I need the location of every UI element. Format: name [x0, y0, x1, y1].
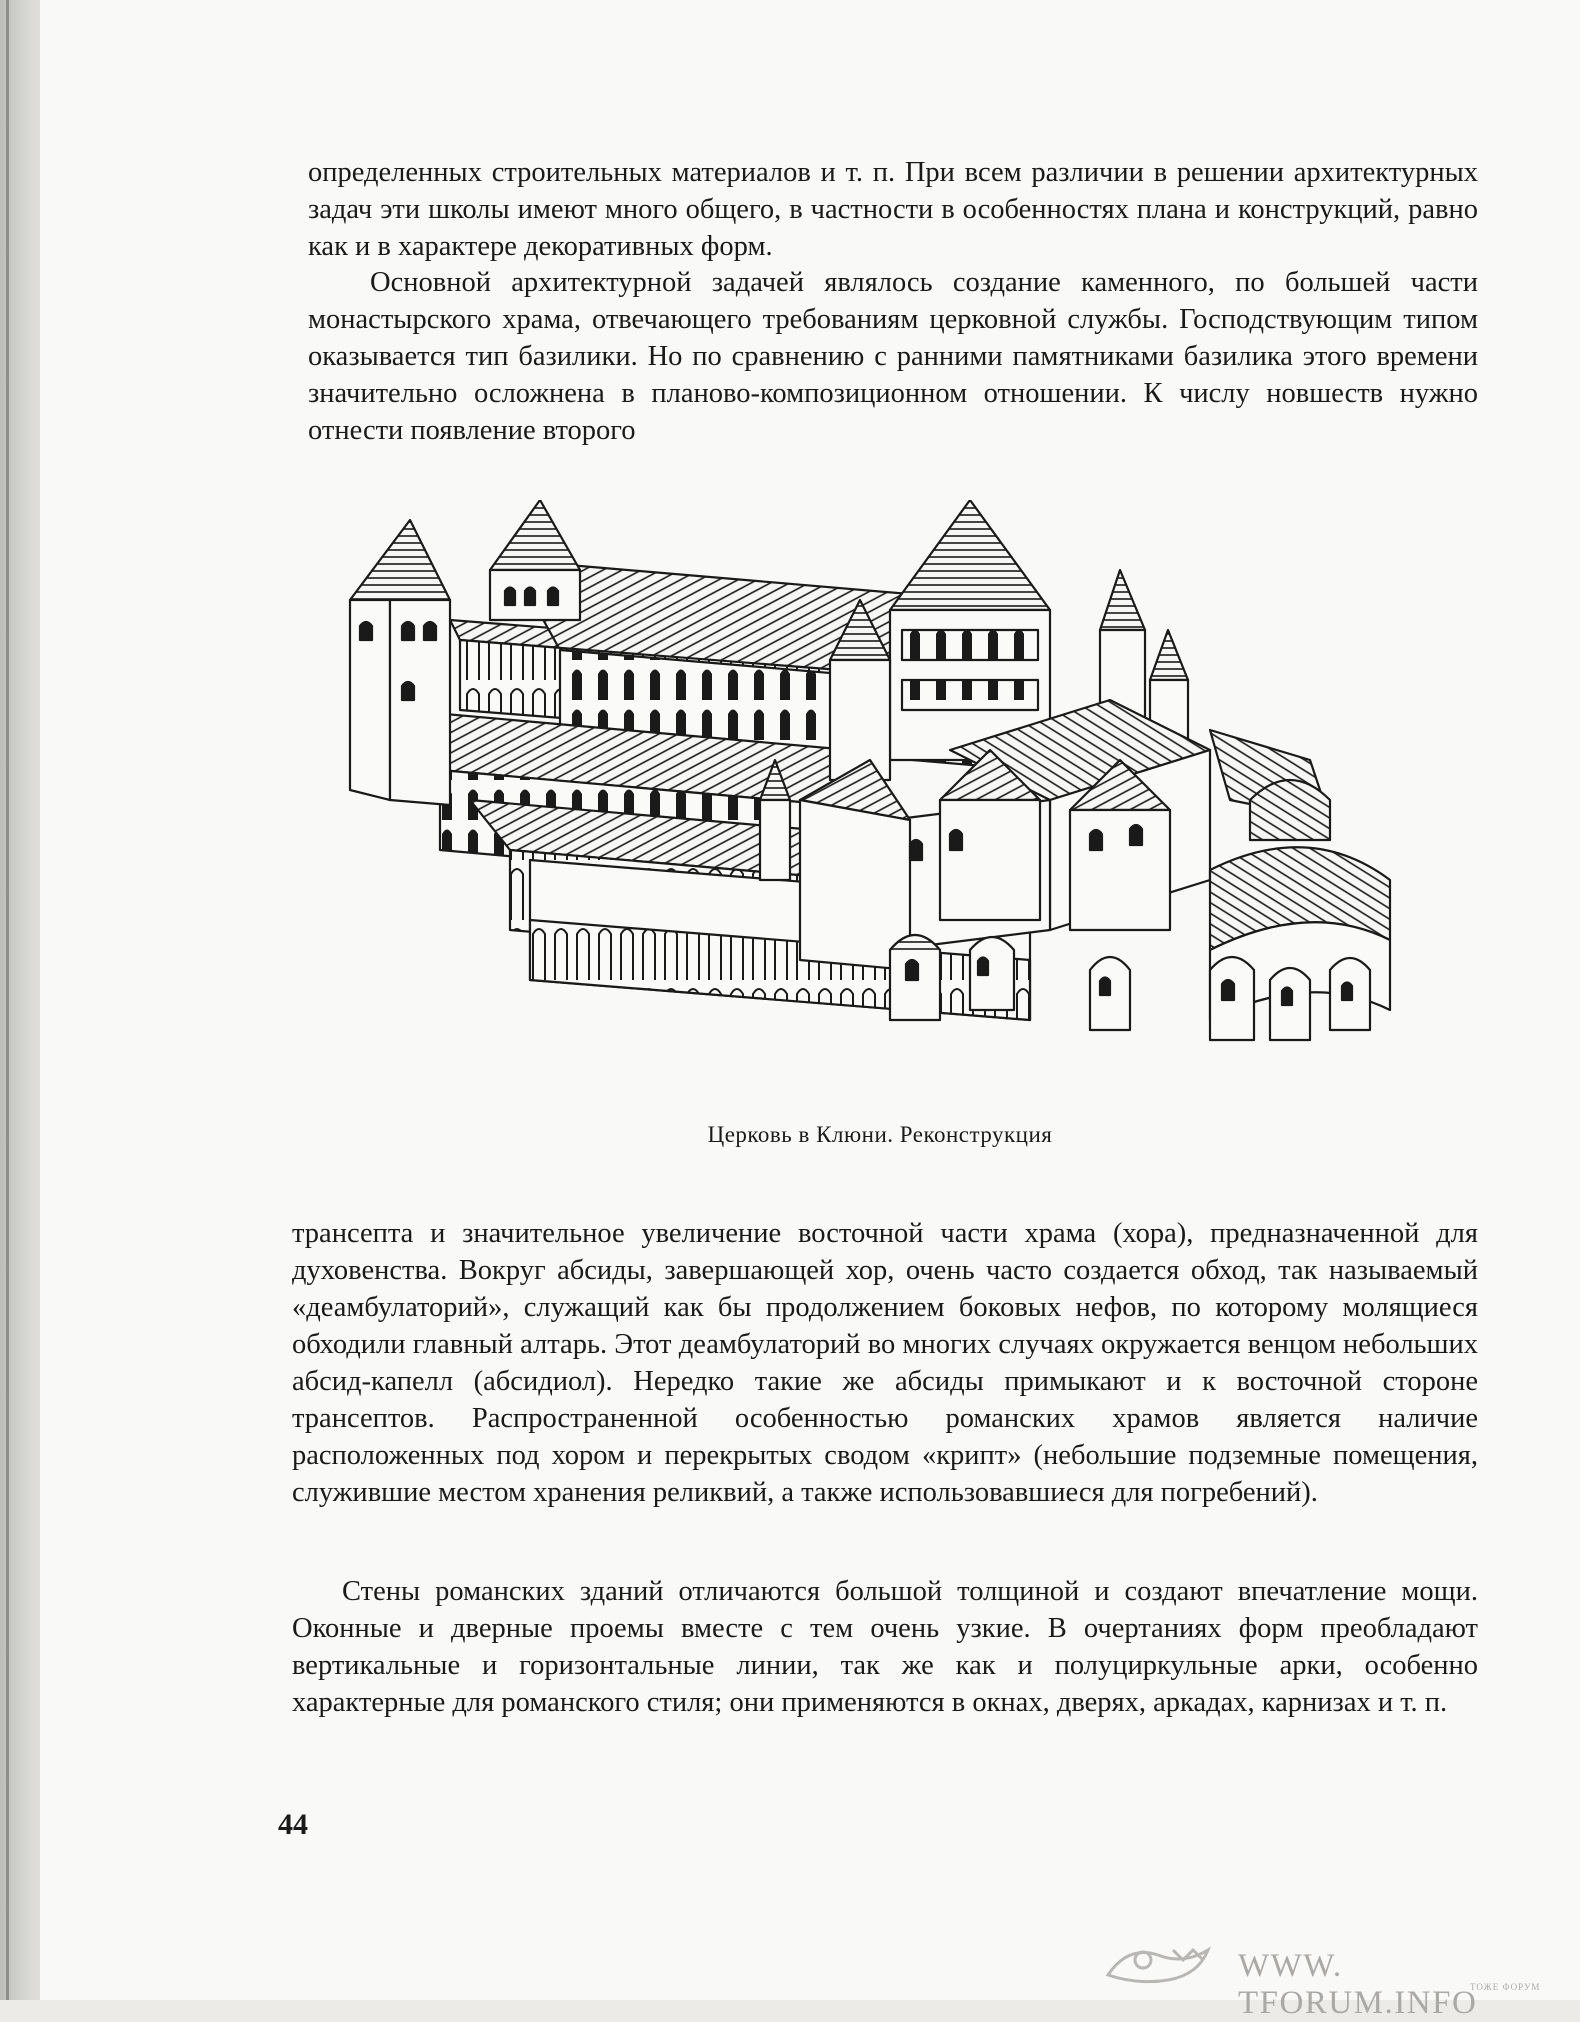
paragraph-4: Стены романских зданий отличаются большой толщиной и создают впечатление мощи. Оконные и дверные проемы вместе с тем очень узкие. В очертаниях форм преобладают вертикальные и горизонтальные линии, так же как и полуциркульные арки, особенно характерные для романского стиля; они применяются в окнах, дверях, аркадах, карнизах и т. п. [292, 1576, 1478, 1718]
paragraph-1: определенных строительных материалов и т. п. При всем различии в решении архитектурных задач эти школы имеют много общего, в частности в особенностях плана и конструкций, равно как и в характере декоративных форм. [308, 157, 1478, 262]
paragraph-2: Основной архитектурной задачей являлось создание каменного, по большей части монастырского храма, отвечающего требованиям церковной службы. Господствующим типом оказывается тип базилики. Но по сравнению с ранними памятниками базилика этого времени значительно осложнена в планово-композиционном отношении. К числу новшеств нужно отнести появление второго [308, 267, 1478, 446]
cluny-church-illustration [330, 500, 1410, 1100]
watermark-site: WWW. TFORUM.INFO [1238, 1948, 1478, 2021]
tforum-logo-icon [1098, 1935, 1228, 1995]
paragraph-3: трансепта и значительное увеличение восточной части храма (хора), предназначенной для духовенства. Вокруг абсиды, завершающей хор, очень часто создается обход, так называемый «деамбулаторий», служащий как бы продолжением боковых нефов, по которому молящиеся обходили главный алтарь. Этот деамбулаторий во многих случаях окружается венцом небольших абсид-капелл (абсидиол). Нередко такие же абсиды примыкают и к восточной стороне трансептов. Распространенной особенностью романских храмов является наличие расположенных под хором и перекрытых сводом «крипт» (небольшие подземные помещения, служившие местом хранения реликвий, а также использовавшиеся для погребений). [292, 1218, 1478, 1508]
figure-caption: Церковь в Клюни. Реконструкция [707, 1122, 1053, 1147]
watermark-tagline: ТОЖЕ ФОРУМ [1470, 1982, 1541, 1992]
page-number: 44 [278, 1808, 308, 1841]
